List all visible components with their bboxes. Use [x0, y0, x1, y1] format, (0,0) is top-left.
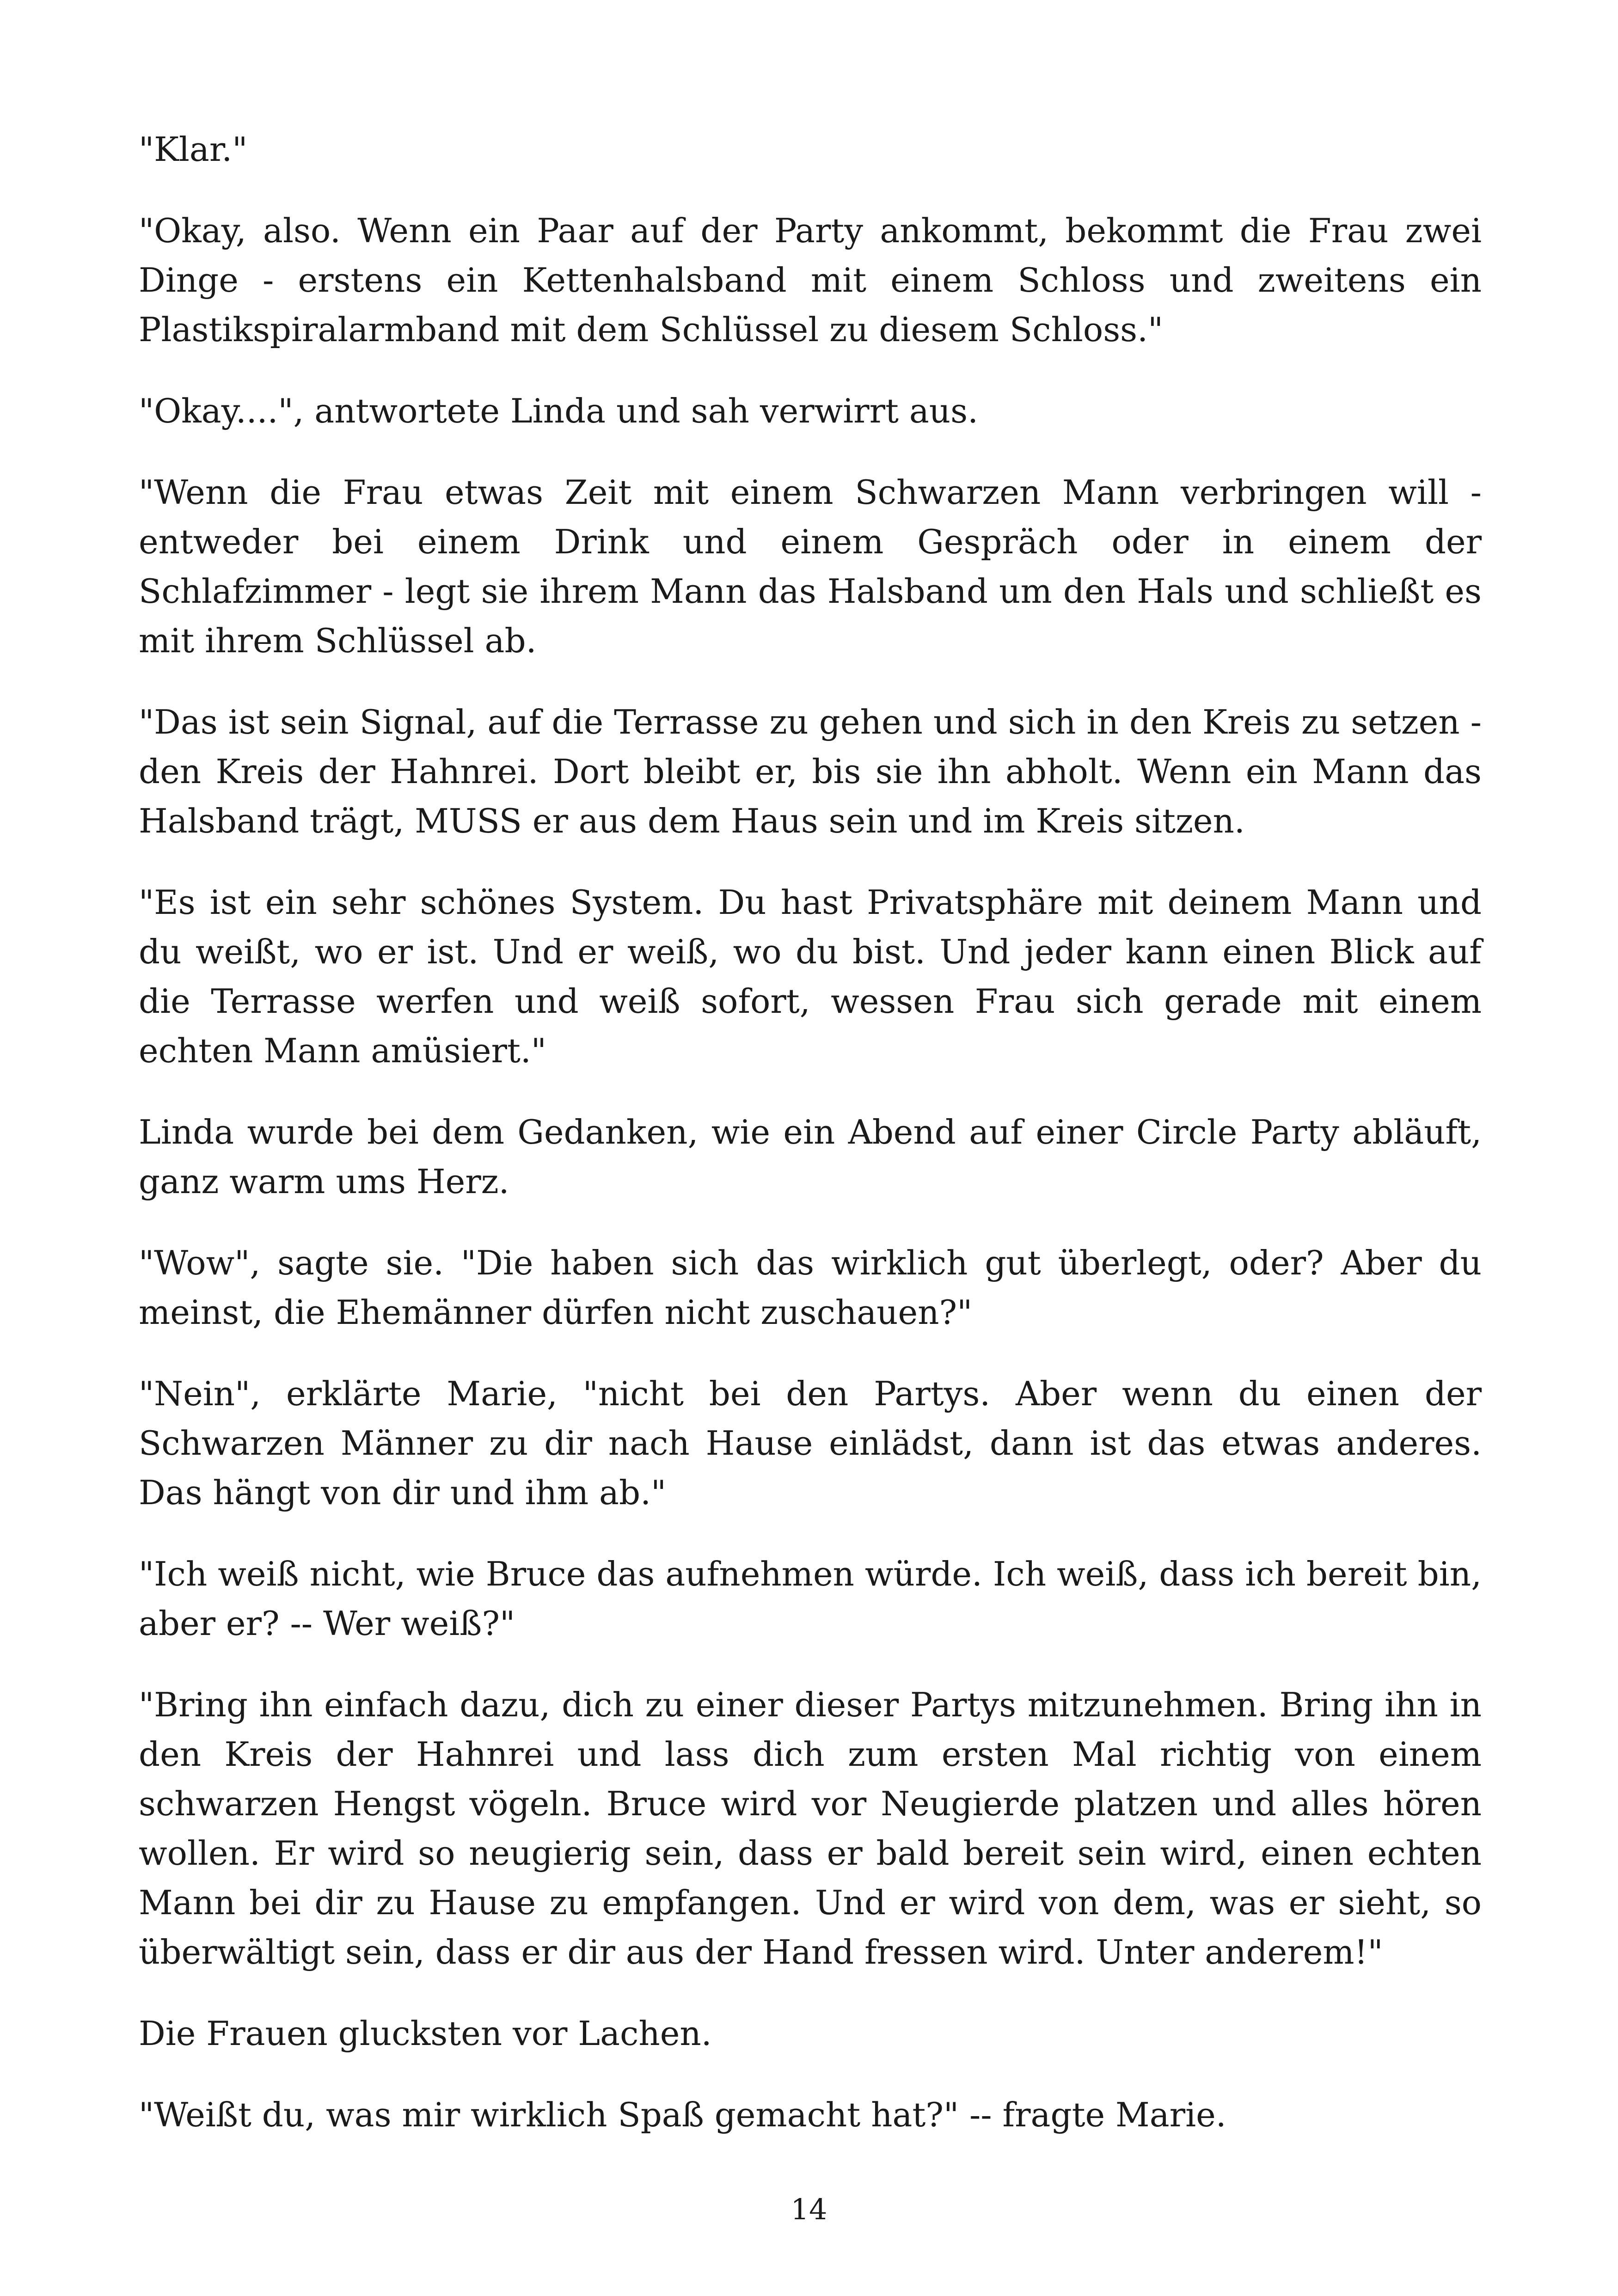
paragraph: "Klar." — [139, 130, 248, 169]
paragraph: "Okay, also. Wenn ein Paar auf der Party ankommt, bekommt die Frau zwei Dinge - erstens ein Kettenhalsband mit einem Schloss und zweitens ein Plastikspiralarmband mit dem Schlüssel zu diesem Schloss." — [139, 211, 1482, 349]
paragraph: Linda wurde bei dem Gedanken, wie ein Abend auf einer Circle Party abläuft, ganz warm ums Herz. — [139, 1113, 1482, 1201]
page-body — [139, 125, 1482, 2172]
paragraph: "Das ist sein Signal, auf die Terrasse zu gehen und sich in den Kreis zu setzen - den Kreis der Hahnrei. Dort bleibt er, bis sie ihn abholt. Wenn ein Mann das Halsband trägt, MUSS er aus dem Haus sein und im Kreis sitzen. — [139, 703, 1482, 840]
page-number: 14 — [791, 2192, 827, 2226]
paragraph: "Okay....", antwortete Linda und sah verwirrt aus. — [139, 392, 978, 430]
paragraph: "Wow", sagte sie. "Die haben sich das wirklich gut überlegt, oder? Aber du meinst, die Ehemänner dürfen nicht zuschauen?" — [139, 1243, 1482, 1332]
paragraph: "Bring ihn einfach dazu, dich zu einer dieser Partys mitzunehmen. Bring ihn in den Kreis der Hahnrei und lass dich zum ersten Mal richtig von einem schwarzen Hengst vögeln. Bruce wird vor Neugierde platzen und alles hören wollen. Er wird so neugierig sein, dass er bald bereit sein wird, einen echten Mann bei dir zu Hause zu empfangen. Und er wird von dem, was er sieht, so überwältigt sein, dass er dir aus der Hand fressen wird. Unter anderem!" — [139, 1685, 1482, 1971]
paragraph: "Weißt du, was mir wirklich Spaß gemacht hat?" -- fragte Marie. — [139, 2095, 1226, 2134]
paragraph: "Ich weiß nicht, wie Bruce das aufnehmen würde. Ich weiß, dass ich bereit bin, aber er? -- Wer weiß?" — [139, 1555, 1482, 1643]
paragraph: "Es ist ein sehr schönes System. Du hast Privatsphäre mit deinem Mann und du weißt, wo er ist. Und er weiß, wo du bist. Und jeder kann einen Blick auf die Terrasse werfen und weiß sofort, wessen Frau sich gerade mit einem echten Mann amüsiert." — [139, 883, 1482, 1070]
paragraph: "Nein", erklärte Marie, "nicht bei den Partys. Aber wenn du einen der Schwarzen Männer zu dir nach Hause einlädst, dann ist das etwas anderes. Das hängt von dir und ihm ab." — [139, 1374, 1482, 1512]
paragraph: "Wenn die Frau etwas Zeit mit einem Schwarzen Mann verbringen will - entweder bei einem Drink und einem Gespräch oder in einem der Schlafzimmer - legt sie ihrem Mann das Halsband um den Hals und schließt es mit ihrem Schlüssel ab. — [139, 473, 1482, 660]
paragraph: Die Frauen glucksten vor Lachen. — [139, 2014, 712, 2053]
